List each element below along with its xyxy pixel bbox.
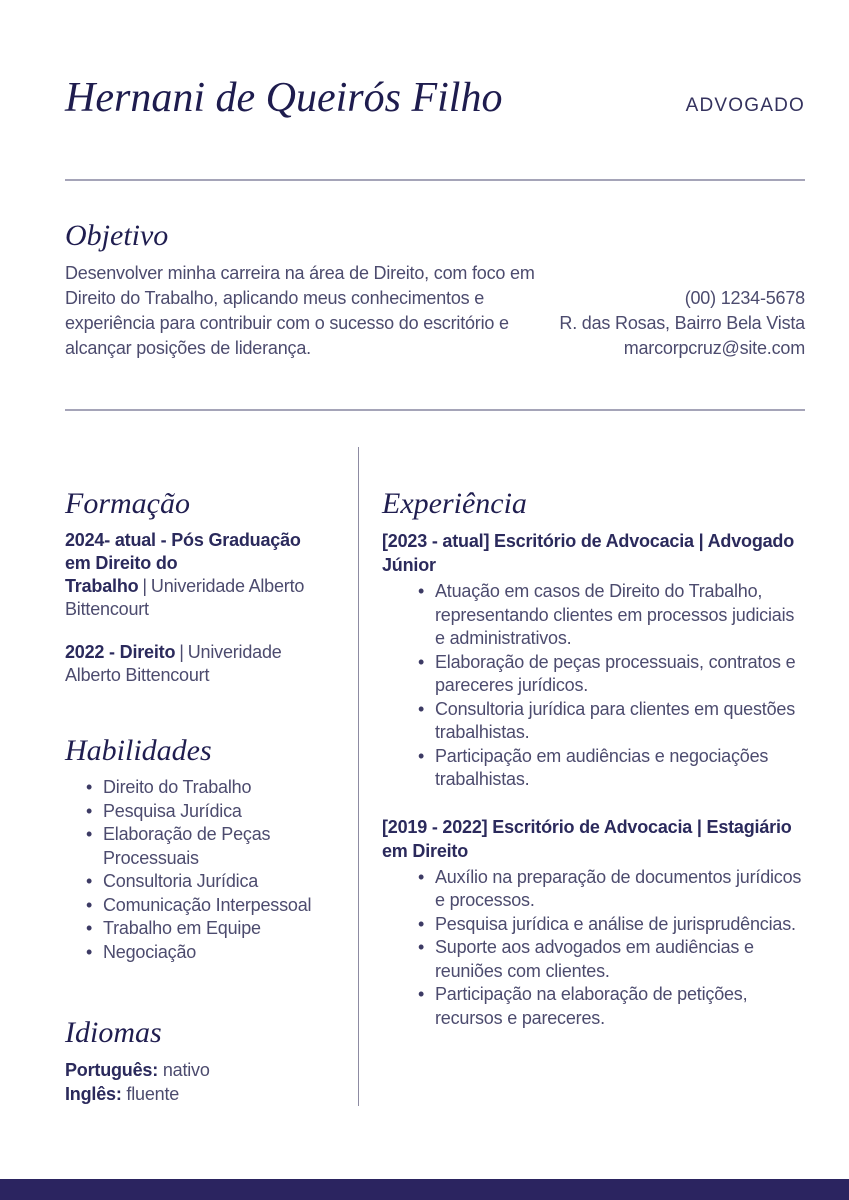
bullet-glyph: • — [418, 698, 425, 719]
education-section — [65, 487, 330, 687]
skill-label: Consultoria Jurídica — [103, 871, 259, 891]
divider-middle — [65, 409, 805, 411]
skill-label: Elaboração de Peças Processuais — [103, 824, 271, 868]
bullet-glyph: • — [418, 581, 425, 601]
experience-entry — [382, 529, 805, 792]
experience-bullet — [418, 913, 805, 937]
bullet-glyph: • — [86, 918, 93, 938]
bullet-glyph: • — [86, 894, 93, 915]
experience-bullet-text: Participação na elaboração de petições, recursos e pareceres. — [435, 984, 748, 1028]
experience-bullet — [418, 580, 805, 651]
header — [0, 0, 849, 122]
experience-bullet — [418, 651, 805, 698]
experience-bullet-text: Consultoria jurídica para clientes em questões trabalhistas. — [435, 698, 795, 742]
language-level: fluente — [126, 1084, 180, 1104]
contact-block — [559, 286, 805, 361]
experience-entry — [382, 815, 805, 1031]
experience-entry-title: [2019 - 2022] Escritório de Advocacia | Estagiário em Direito — [382, 816, 792, 861]
skill-item — [65, 941, 330, 965]
language-line — [65, 1058, 330, 1082]
education-entry-institution: Univeridade Alberto Bittencourt — [65, 642, 282, 685]
bullet-glyph: • — [86, 941, 93, 962]
experience-section — [382, 487, 805, 1030]
experience-list — [382, 529, 805, 1030]
bullet-glyph: • — [418, 866, 425, 887]
languages-heading: Idiomas — [65, 1016, 162, 1049]
experience-bullet-text: Suporte aos advogados em audiências e reuniões com clientes. — [435, 937, 754, 981]
experience-bullet-text: Auxílio na preparação de documentos jurídicos e processos. — [435, 866, 802, 910]
contact-email: marcorpcruz@site.com — [623, 338, 805, 358]
skill-item — [65, 800, 330, 824]
education-heading: Formação — [65, 487, 190, 520]
skills-section — [65, 734, 330, 964]
language-level: nativo — [162, 1060, 210, 1080]
bullet-glyph: • — [86, 777, 93, 797]
skill-label: Direito do Trabalho — [103, 777, 252, 797]
skills-heading: Habilidades — [65, 734, 212, 767]
experience-heading: Experiência — [382, 487, 527, 520]
footer-accent-bar — [0, 1179, 849, 1200]
language-line — [65, 1082, 330, 1106]
education-entry-institution: Univeridade Alberto Bittencourt — [65, 576, 305, 619]
experience-bullet-text: Pesquisa jurídica e análise de jurisprudências. — [435, 913, 796, 934]
skill-item — [65, 870, 330, 894]
objective-text: Desenvolver minha carreira na área de Direito, com foco em Direito do Trabalho, aplicando meus conhecimentos e experiência para contribuir com o sucesso do escritório e alcançar posições de liderança. — [65, 263, 535, 358]
bullet-glyph: • — [418, 913, 425, 934]
experience-bullet-text: Participação em audiências e negociações trabalhistas. — [435, 745, 769, 789]
bullet-glyph: • — [418, 937, 425, 957]
languages-section — [65, 1016, 330, 1106]
skills-list — [65, 776, 330, 964]
languages-list — [65, 1058, 330, 1106]
experience-bullet — [418, 866, 805, 913]
skill-label: Trabalho em Equipe — [103, 918, 261, 938]
bullet-glyph: • — [418, 745, 425, 766]
bullet-glyph: • — [418, 984, 425, 1004]
education-entry-title: 2024- atual - Pós Graduação em Direito do Trabalho — [65, 530, 301, 596]
job-role-label: ADVOGADO — [685, 95, 805, 116]
skill-item — [65, 776, 330, 800]
experience-bullet-text: Atuação em casos de Direito do Trabalho, representando clientes em processos judiciais e administrativos. — [435, 581, 795, 648]
contact-address: R. das Rosas, Bairro Bela Vista — [559, 313, 805, 333]
objective-heading: Objetivo — [65, 219, 169, 252]
education-entry-separator: | — [179, 642, 184, 662]
bullet-glyph: • — [86, 824, 93, 844]
experience-bullet — [418, 745, 805, 792]
education-entry — [65, 641, 330, 687]
education-list — [65, 529, 330, 687]
skill-label: Negociação — [103, 941, 197, 962]
education-entry-title: 2022 - Direito — [65, 642, 176, 662]
body-columns — [65, 447, 849, 1106]
right-column — [359, 447, 849, 1106]
skill-label: Comunicação Interpessoal — [103, 894, 312, 915]
skill-item — [65, 917, 330, 941]
experience-bullet-list — [382, 866, 805, 1031]
experience-bullet — [418, 936, 805, 983]
experience-bullet — [418, 983, 805, 1030]
experience-bullet — [418, 698, 805, 745]
experience-bullet-text: Elaboração de peças processuais, contratos e pareceres jurídicos. — [435, 651, 796, 695]
left-column — [65, 447, 359, 1106]
candidate-name: Hernani de Queirós Filho — [65, 75, 503, 121]
bullet-glyph: • — [86, 871, 93, 891]
experience-entry-title: [2023 - atual] Escritório de Advocacia | Advogado Júnior — [382, 531, 795, 575]
objective-section — [65, 219, 805, 361]
skill-item — [65, 894, 330, 918]
skill-item — [65, 823, 330, 870]
contact-phone: (00) 1234-5678 — [684, 288, 805, 308]
objective-block — [65, 219, 547, 361]
education-entry — [65, 529, 330, 621]
skill-label: Pesquisa Jurídica — [103, 800, 242, 821]
experience-bullet-list — [382, 580, 805, 792]
language-name: Português: — [65, 1060, 159, 1080]
education-entry-separator: | — [142, 576, 147, 596]
divider-top — [65, 179, 805, 181]
language-name: Inglês: — [65, 1084, 122, 1104]
bullet-glyph: • — [86, 800, 93, 821]
bullet-glyph: • — [418, 651, 425, 672]
